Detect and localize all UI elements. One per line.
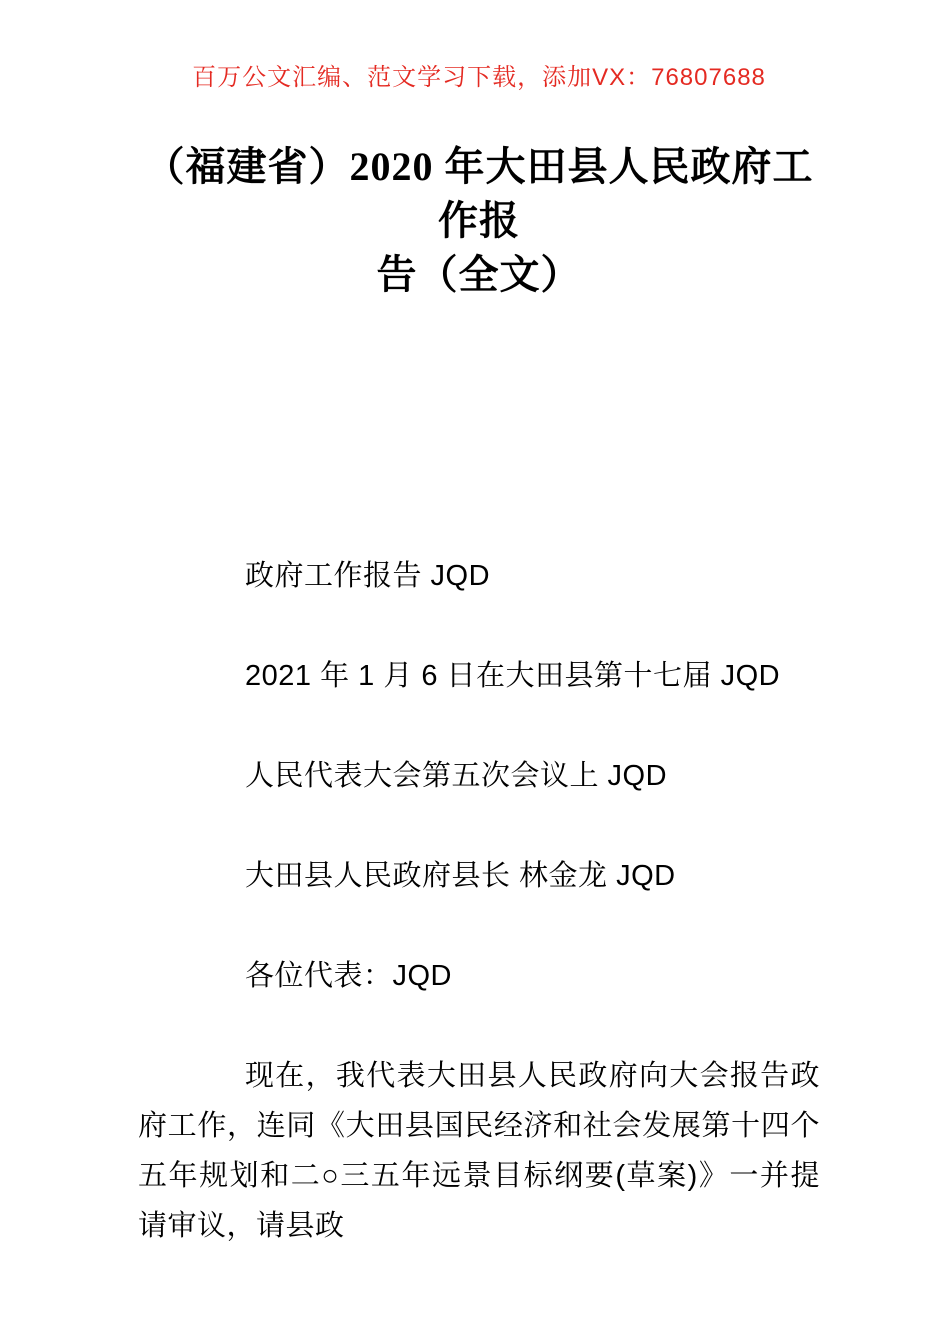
body-paragraphs [138, 551, 820, 1251]
paragraph-date-session: 2021 年 1 月 6 日在大田县第十七届 JQD [245, 660, 781, 692]
document-title [138, 140, 820, 302]
paragraph-opening-statement: 现在，我代表大田县人民政府向大会报告政府工作，连同《大田县国民经济和社会发展第十四个五年规划和二○三五年远景目标纲要(草案)》一并提请审议，请县政 [138, 1060, 820, 1242]
paragraph-report-heading: 政府工作报告 JQD [245, 560, 491, 592]
paragraph-congress-session: 人民代表大会第五次会议上 JQD [245, 760, 668, 792]
paragraph-speaker: 大田县人民政府县长 林金龙 JQD [245, 860, 676, 892]
promo-notice-banner: 百万公文汇编、范文学习下载，添加VX：76807688 [192, 64, 766, 91]
document-title-line-2: 告（全文） [376, 252, 582, 297]
paragraph-salutation: 各位代表：JQD [245, 960, 453, 992]
document-title-line-1: （福建省）2020 年大田县人民政府工作报 [144, 144, 814, 243]
